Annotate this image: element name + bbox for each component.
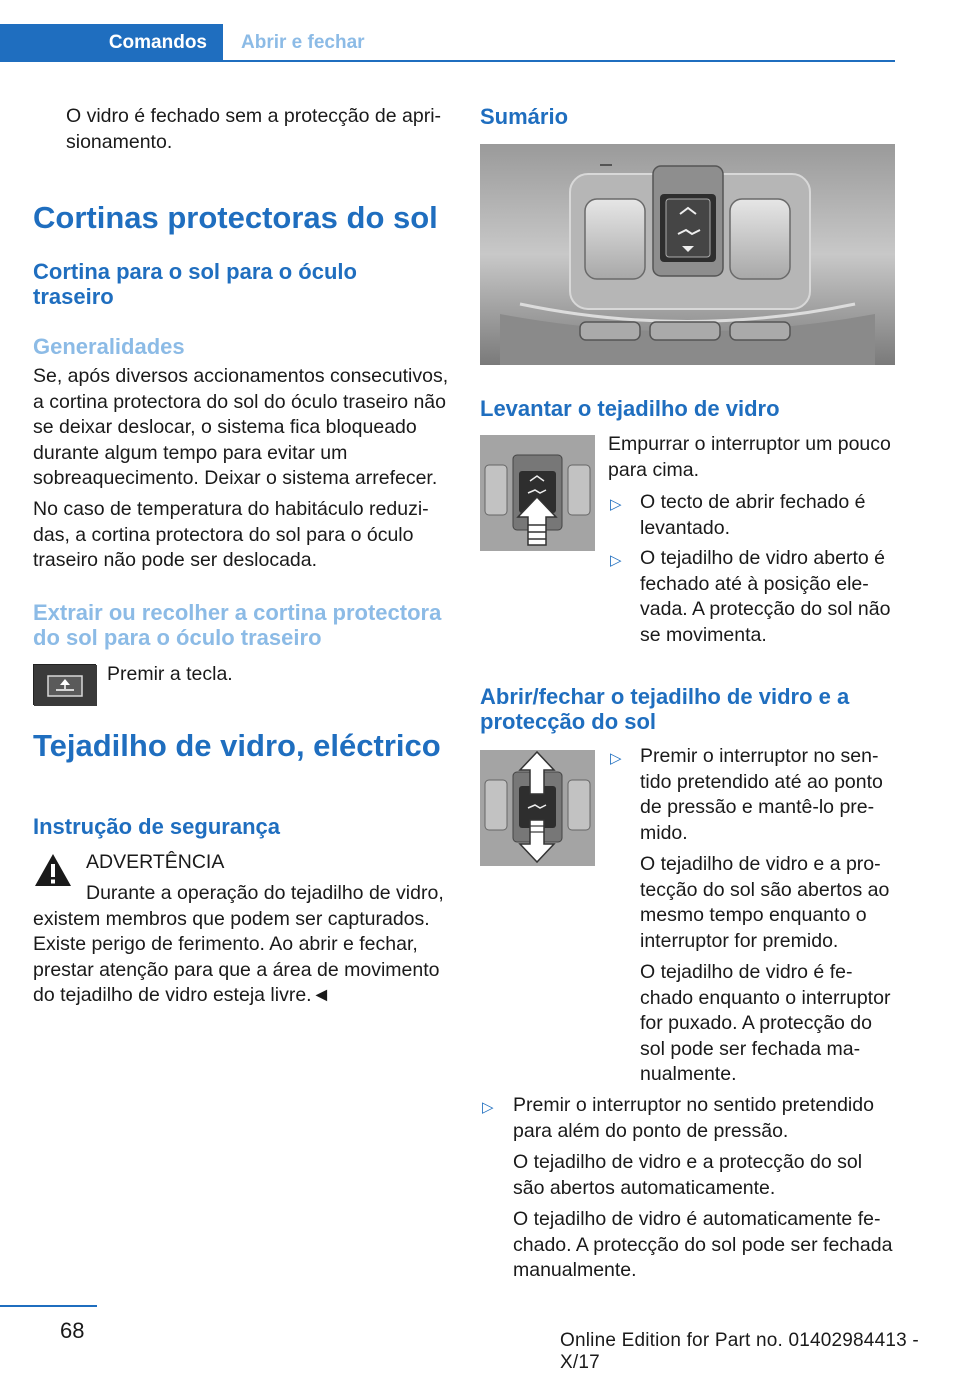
heading-glass-roof: Tejadilho de vidro, eléctrico (33, 728, 441, 763)
heading-sun-blinds: Cortinas protectoras do sol (33, 200, 438, 235)
extract-text: Premir a tecla. (107, 663, 233, 685)
heading-open-close: Abrir/fechar o tejadilho de vidro e a protecção do sol (480, 684, 850, 734)
blind-button-image (33, 664, 96, 705)
tab-comandos[interactable]: Comandos (0, 24, 223, 62)
open-bullet-1-para-2: O tejadilho de vidro e a protecção do sol são abertos ao mesmo tempo enquanto o interruptor for premido. (640, 853, 890, 952)
raise-switch-image (480, 435, 595, 551)
raise-text: Empurrar o interruptor um pouco para cima. (608, 433, 891, 481)
overhead-console-image (480, 144, 895, 365)
bullet-triangle-icon: ▷ (482, 1099, 494, 1116)
warning-title: ADVERTÊNCIA (86, 851, 225, 873)
page-header (0, 0, 960, 64)
open-bullet-1-para-3: O tejadilho de vidro é fechado enquanto o interruptor for puxado. A protecção do sol pode ser fechada manualmente. (640, 961, 891, 1085)
general-paragraph-2: No caso de temperatura do habitáculo reduzidas, a cortina protectora do sol para o óculo traseiro não pode ser deslocada. (33, 498, 429, 571)
raise-bullet-2: O tejadilho de vidro aberto é fechado até à posição elevada. A protecção do sol não se movimenta. (640, 547, 891, 646)
footer-divider (0, 1305, 97, 1307)
intro-text: O vidro é fechado sem a protecção de aprisionamento. (66, 105, 442, 153)
warning-text: Durante a operação do tejadilho de vidro, existem membros que podem ser capturados. Existe perigo de ferimento. Ao abrir e fechar, prestar atenção para que a área de movimento do tejadilho de vidro esteja livre.◄ (33, 882, 444, 1006)
open-close-switch-image (480, 750, 595, 866)
heading-generalidades: Generalidades (33, 334, 185, 359)
heading-rear-blind: Cortina para o sol para o óculo traseiro (33, 259, 357, 309)
open-bullet-2: Premir o interruptor no sentido pretendido para além do ponto de pressão. (513, 1094, 874, 1142)
tab-abrir-e-fechar[interactable]: Abrir e fechar (241, 32, 365, 53)
open-bullet-1: Premir o interruptor no sentido pretendido até ao ponto de pressão e mantê-lo premido. (640, 745, 883, 844)
heading-summary: Sumário (480, 104, 569, 129)
heading-raise-roof: Levantar o tejadilho de vidro (480, 396, 780, 421)
edition-note: Online Edition for Part no. 01402984413 - X/17 (560, 1330, 919, 1373)
open-bullet-2-para-3: O tejadilho de vidro é automaticamente fechado. A protecção do sol pode ser fechada manualmente. (513, 1208, 893, 1281)
header-divider (0, 60, 895, 62)
heading-safety: Instrução de segurança (33, 814, 280, 839)
general-paragraph-1: Se, após diversos accionamentos consecutivos, a cortina protectora do sol do óculo traseiro não se deixar deslocar, o sistema fica bloqueado durante algum tempo para evitar um sobreaquecimento. Deixar o sistema arrefecer. (33, 365, 449, 489)
heading-extract-blind: Extrair ou recolher a cortina protectora do sol para o óculo traseiro (33, 600, 442, 650)
bullet-triangle-icon: ▷ (610, 552, 622, 569)
raise-bullet-1: O tecto de abrir fechado é levantado. (640, 491, 866, 539)
bullet-triangle-icon: ▷ (610, 496, 622, 513)
bullet-triangle-icon: ▷ (610, 750, 622, 767)
open-bullet-2-para-2: O tejadilho de vidro e a protecção do sol são abertos automaticamente. (513, 1151, 863, 1199)
page-number: 68 (60, 1318, 85, 1343)
